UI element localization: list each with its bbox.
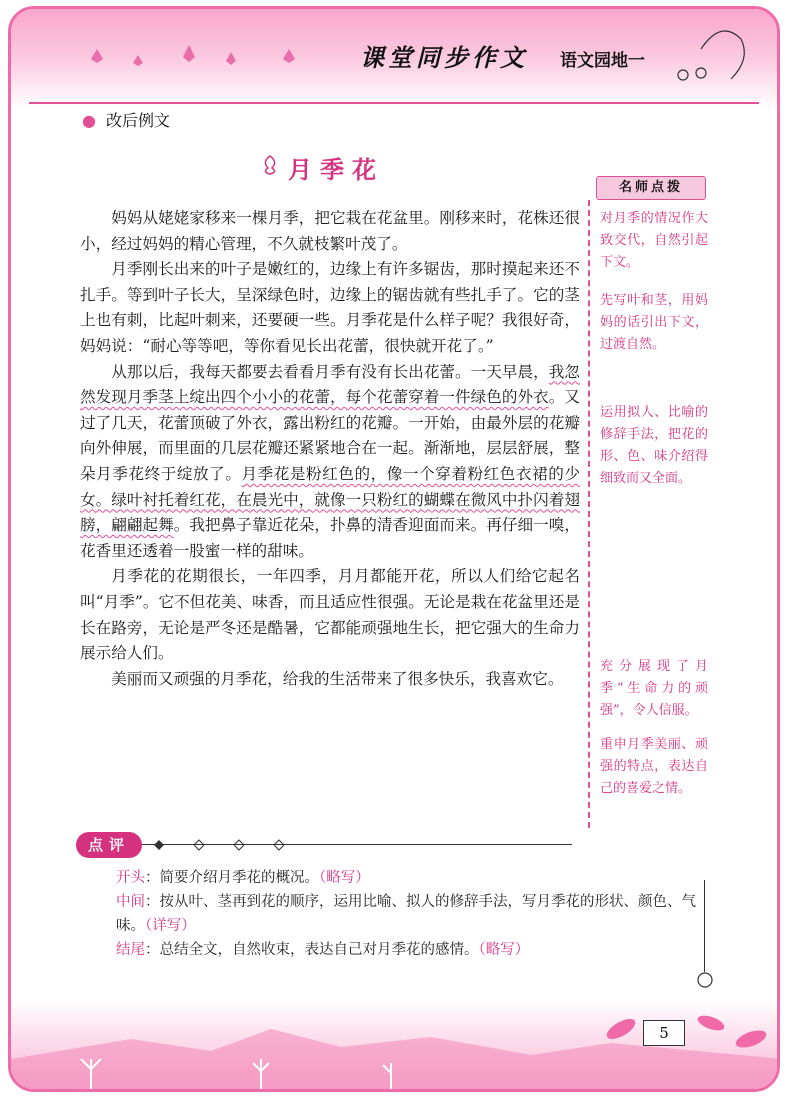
section-label-text: 改后例文: [105, 111, 170, 130]
comment-badge: 点评: [76, 832, 142, 858]
essay-body: [80, 206, 580, 692]
circle-icon: [695, 970, 715, 990]
essay-paragraph: 美丽而又顽强的月季花，给我的生活带来了很多快乐，我喜欢它。: [111, 669, 564, 688]
essay-title: 月季花: [288, 155, 384, 184]
sidebar-note: 先写叶和茎，用妈妈的话引出下文，过渡自然。: [600, 293, 708, 352]
sidebar-heading: 名师点拨: [596, 176, 706, 200]
comment-line-middle: 中间：按从叶、茎再到花的顺序，运用比喻、拟人的修辞手法，写月季花的形状、颜色、气味。（详写）: [116, 894, 696, 934]
bullet-icon: ●: [82, 111, 96, 130]
flower-icon: [260, 154, 280, 176]
highlighted-sentence: 月季花是粉红色的，像一个穿着粉红色衣裙的少女。绿叶衬托着红花，在晨光中，就像一只粉红的蝴蝶在微风中扑闪着翅膀，翩翩起舞: [80, 464, 580, 535]
sidebar-note: 重申月季美丽、顽强的特点，表达自己的喜爱之情。: [600, 737, 708, 796]
unit-title: 语文园地一: [560, 51, 645, 71]
comment-body: [116, 866, 706, 962]
essay-paragraph: [80, 360, 580, 565]
highlighted-sentence: 我忽然发现月季茎上绽出四个小小的花蕾，每个花蕾穿着一件绿色的外衣: [80, 362, 580, 407]
section-label: [82, 108, 170, 131]
essay-paragraph: 妈妈从姥姥家移来一棵月季，把它栽在花盆里。刚移来时，花株还很小，经过妈妈的精心管理，不久就枝繁叶茂了。: [80, 209, 580, 253]
essay-text: 从那以后，我每天都要去看看月季有没有长出花蕾。一天早晨，: [111, 362, 549, 381]
sidebar-note: 充分展现了月季“生命力的顽强”，令人信服。: [600, 659, 708, 718]
book-title: 课堂同步作文: [360, 43, 528, 72]
sidebar-note: 对月季的情况作大致交代，自然引起下文。: [600, 211, 708, 270]
essay-paragraph: 月季花的花期很长，一年四季，月月都能开花，所以人们给它起名叫“月季”。它不但花美、味香，而且适应性很强。无论是栽在花盆里还是长在路旁，无论是严冬还是酷暑，它都能顽强地生长，把它强大的生命力展示给人们。: [80, 567, 580, 663]
deco-line: [704, 880, 705, 972]
essay-text: 。又过了几天，花蕾顶破了外衣，露出粉红的花瓣。一开始，由最外层的花瓣向外伸展，而里面的几层花瓣还紧紧地合在一起。渐渐地，层层舒展，整朵月季花终于绽放了。: [80, 388, 580, 483]
sidebar-note: 运用拟人、比喻的修辞手法，把花的形、色、味介绍得细致而又全面。: [600, 405, 708, 486]
page-number: 5: [643, 1020, 685, 1046]
sidebar-divider: [588, 200, 590, 828]
essay-text: 。我把鼻子靠近花朵，扑鼻的清香迎面而来。再仔细一嗅，花香里还透着一股蜜一样的甜味。: [80, 516, 580, 560]
diamond-decoration: [148, 839, 298, 851]
comment-line-ending: 结尾：总结全文，自然收束，表达自己对月季花的感情。（略写）: [116, 942, 530, 958]
comment-line-opening: 开头：简要介绍月季花的概况。（略写）: [116, 870, 370, 886]
essay-paragraph: 月季刚长出来的叶子是嫩红的，边缘上有许多锯齿，那时摸起来还不扎手。等到叶子长大，呈深绿色时，边缘上的锯齿就有些扎手了。它的茎上也有刺，比起叶刺来，还要硬一些。月季花是什么样子呢？我很好奇，妈妈说：“耐心等等吧，等你看见长出花蕾，很快就开花了。”: [80, 260, 580, 355]
header-rule: [29, 102, 759, 104]
